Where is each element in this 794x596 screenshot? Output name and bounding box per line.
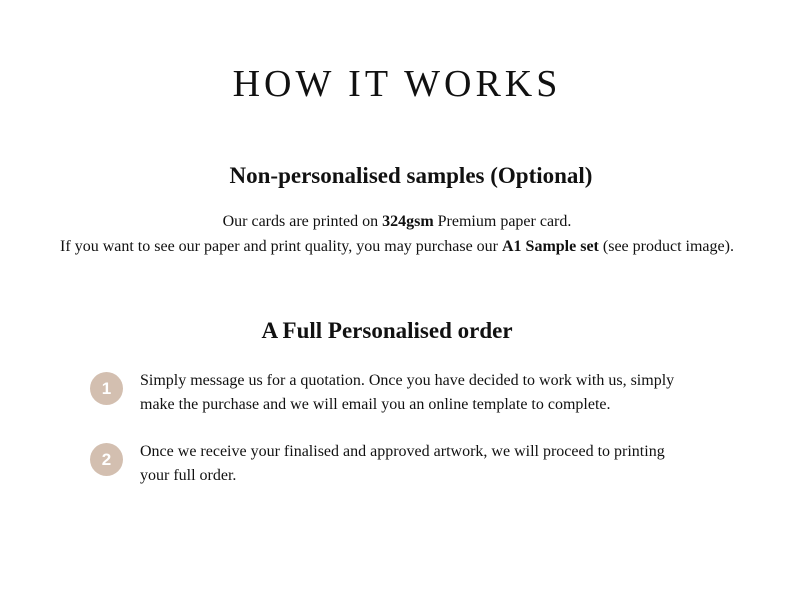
step-description [140, 369, 700, 417]
order-step-2 [90, 440, 710, 511]
order-heading: A Full Personalised order [261, 318, 513, 343]
samples-heading: Non-personalised samples (Optional) [229, 163, 593, 188]
samples-line-2-end: (see product image). [598, 238, 734, 255]
order-steps [90, 369, 710, 511]
page-title: HOW IT WORKS [232, 63, 562, 105]
samples-line-2-start: If you want to see our paper and print quality, you may purchase our [60, 238, 502, 255]
sample-set-highlight: A1 Sample set [502, 238, 599, 255]
samples-line-1-start: Our cards are printed on [222, 213, 383, 230]
step-number-badge: 2 [90, 443, 123, 476]
order-step-1 [90, 369, 710, 440]
samples-line-2 [0, 234, 794, 259]
samples-line-1 [0, 209, 794, 234]
step-2-line-1: Once we receive your finalised and approved artwork, we will proceed to printing [140, 443, 665, 460]
step-1-line-2: make the purchase and we will email you an online template to complete. [140, 396, 611, 413]
samples-line-1-end: Premium paper card. [433, 213, 572, 230]
step-1-line-1: Simply message us for a quotation. Once you have decided to work with us, simply [140, 372, 675, 389]
paper-weight-highlight: 324gsm [382, 213, 434, 230]
samples-description [0, 209, 794, 259]
step-description [140, 440, 700, 488]
step-2-line-2: your full order. [140, 467, 237, 484]
step-number-badge: 1 [90, 372, 123, 405]
